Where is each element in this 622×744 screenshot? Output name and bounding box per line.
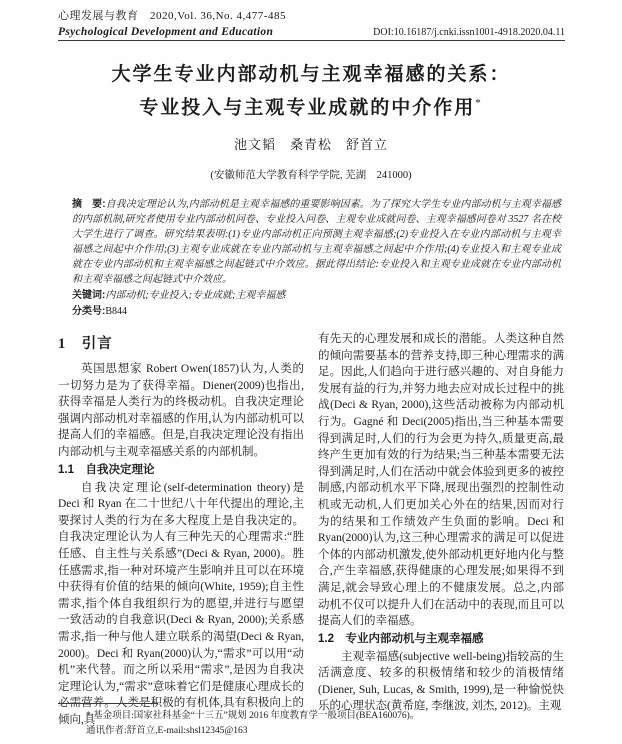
header-divider [58,40,565,41]
classification-label: 分类号: [72,306,106,317]
right-paragraph-2: 主观幸福感(subjective well-being)指较高的生活满意度、较多的积极情绪和较少的消极情绪(Diener, Suh, Lucas, & Smith, 1999),是一种愉悦快乐的心理状态(黄希庭, 李继波, 刘杰, 2012)。主观 [318,650,564,713]
footnote-divider [58,703,158,704]
section-heading-1-1: 1.1 自我决定理论 [58,463,155,476]
paper-title [0,60,622,122]
title-footnote-marker: * [475,97,483,109]
paper-title-line2 [0,89,622,122]
section-heading-1: 1 引言 [58,336,113,352]
journal-header-row [58,26,565,38]
paper-title-line2-text: 专业投入与主观专业成就的中介作用 [139,97,476,119]
abstract-text: 自我决定理论认为,内部动机是主观幸福感的重要影响因素。为了探究大学生专业内部动机与主观幸福感的内部机制,研究者使用专业内部动机问卷、专业投入问卷、主观专业成就问卷、主观幸福感问卷对 3527 名在校大学生进行了调查。研究结果表明:(1)专业内部动机正向预测主观幸福感;(2)专业投入在专业内部动机与主观幸福感之间起中介作用;(3)主观专业成就在专业内部动机与主观幸福感之间起中介作用;(4)专业投入和主观专业成就在专业内部动机和主观幸福感之间起链式中介效应。据此得出结论:专业投入和主观专业成就在专业内部动机和主观幸福感之间起链式中介效应。 [72,199,561,285]
right-paragraph-1: 有先天的心理发展和成长的潜能。人类这种自然的倾向需要基本的营养支持,即三种心理需求的满足。因此,人们趋向于进行感兴趣的、对自身能力发展有益的行为,并努力地去应对成长过程中的挑战(Deci & Ryan, 2000),这些活动被称为内部动机行为。Gagné 和 Deci(2005)指出,当三种基本需要得到满足时,人们的行为会更为持久,质量更高,最终产生更加有效的行为结果;当三种基本需要无法得到满足时,人们在活动中就会体验到更多的被控制感,内部动机水平下降,展现出强烈的控制性动机或无动机,人们更加关心外在的结果,因而对行为的结果和工作绩效产生负面的影响。Deci 和 Ryan(2000)认为,这三种心理需求的满足可以促进个体的内部动机激发,使外部动机更好地内化与整合,产生幸福感,获得健康的心理发展;如果得不到满足,就会导致心理上的不健康发展。总之,内部动机不仅可以提升人们在活动中的表现,而且可以提高人们的幸福感。 [318,333,564,628]
paper-title-line1: 大学生专业内部动机与主观幸福感的关系： [111,64,511,85]
right-column [318,331,564,728]
abstract-label: 摘 要: [72,199,106,210]
footnote-corresponding-author: 通讯作者:舒首立,E-mail:shsl12345@163 [86,726,248,736]
keywords-label: 关键词: [72,290,106,301]
footnote-fund-project: * 基金项目:国家社科基金“十三五”规划 2016 年度教育学一般项目(BEA160076)。 [86,711,420,721]
abstract-block [72,197,561,319]
footnote-block [58,703,558,739]
section-heading-1-2: 1.2 专业内部动机与主观幸福感 [318,632,484,645]
keywords-text: 内部动机;专业投入;专业成就;主观幸福感 [105,290,286,301]
classification-text: B844 [105,306,128,317]
left-paragraph-1: 英国思想家 Robert Owen(1857)认为,人类的一切努力是为了获得幸福。Diener(2009)也指出,获得幸福是人类行为的终极动机。自我决定理论强调内部动机对幸福感的作用,认为内部动机可以提高人们的幸福感。但是,自我决定理论没有指出内部动机与主观幸福感关系的内部机制。 [58,363,304,458]
doi-text: DOI:10.16187/j.cnki.issn1001-4918.2020.04.11 [373,27,565,38]
body-columns [58,331,565,728]
keywords-line [72,288,561,303]
journal-title-cn: 心理发展与教育 2020,Vol. 36,No. 4,477-485 [58,10,286,22]
abstract-paragraph [72,197,561,287]
left-column [58,331,304,728]
classification-line [72,304,561,319]
affiliation-line: (安徽师范大学教育科学学院, 芜湖 241000) [210,170,412,181]
journal-title-en: Psychological Development and Education [58,26,274,38]
authors-line: 池文韬 桑青松 舒首立 [233,137,388,152]
journal-header [58,7,565,38]
left-paragraph-2: 自我决定理论(self-determination theory)是 Deci 和 Ryan 在二十世纪八十年代提出的理论,主要探讨人类的行为在多大程度上是自我决定的。自我决定理论认为人有三种先天的心理需求:“胜任感、自主性与关系感”(Deci & Ryan, 2000)。胜任感需求,指一种对环境产生影响并且可以在环境中获得有价值的结果的倾向(White, 1959);自主性需求,指个体自我组织行为的愿望,并进行与愿望一致活动的自我意识(Deci & Ryan, 2000);关系感需求,指一种与他人建立联系的渴望(Deci & Ryan, 2000)。Deci 和 Ryan(2000)认为,“需求”可以用“动机”来代替。而之所以采用“需求”,是因为自我决定理论认为,“需求”意味着它们是健康心理成长的必需营养。人类是积极的有机体,具有积极向上的倾向,具 [58,481,304,726]
